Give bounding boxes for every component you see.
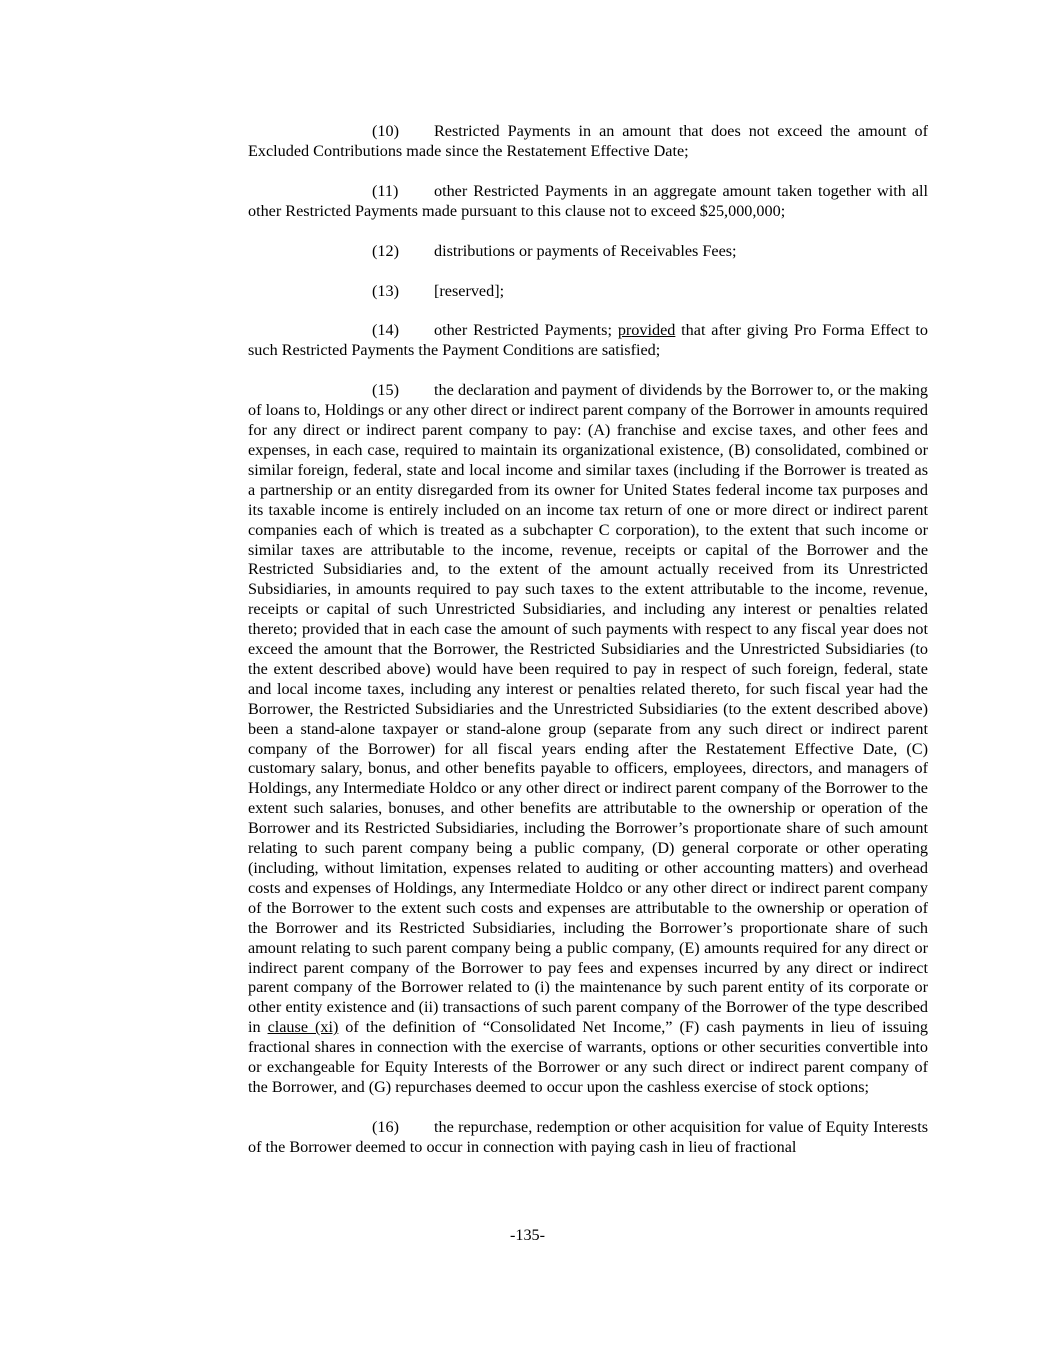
paragraph-10	[248, 122, 928, 162]
clause-text-post: of the definition of “Consolidated Net Income,” (F) cash payments in lieu of issuing fractional shares in connection with the exercise of warrants, options or other securities convertible into or exchangeable for Equity Interests of the Borrower or any such direct or indirect parent company of the Borrower, and (G) repurchases deemed to occur upon the cashless exercise of stock options;	[248, 1018, 929, 1096]
page-number: -135-	[509, 1226, 546, 1244]
clause-number: (13)	[372, 281, 399, 300]
clause-text-pre: other Restricted Payments;	[434, 321, 618, 340]
clause-number: (12)	[372, 241, 399, 260]
clause-number: (10)	[372, 122, 399, 140]
paragraph-15	[248, 381, 928, 1098]
clause-text: the repurchase, redemption or other acquisition for value of Equity Interests of the Borrower deemed to occur in connection with paying cash in lieu of fractional	[248, 1117, 928, 1156]
paragraph-12	[248, 242, 928, 262]
paragraph-13	[248, 282, 928, 302]
paragraph-11	[248, 182, 928, 222]
cross-reference-link: clause (xi)	[267, 1018, 339, 1037]
clause-number: (16)	[372, 1117, 399, 1136]
clause-text-pre: the declaration and payment of dividends by the Borrower to, or the making of loans to, Holdings or any other direct or indirect parent company of the Borrower in amounts required for any direct or indirect parent company to pay: (A) franchise and excise taxes, and other fees and expenses, in each case, required to maintain its organizational existence, (B) consolidated, combined or similar foreign, federal, state and local income and similar taxes (including if the Borrower is treated as a partnership or an entity disregarded from its owner for United States federal income tax purposes and its taxable income is entirely included on an income tax return of one or more direct or indirect parent companies each of which is treated as a subchapter C corporation), to the extent that such income or similar taxes are attributable to the income, revenue, receipts or capital of the Borrower and the Restricted Subsidiaries and, to the extent of the amount actually received from its Unrestricted Subsidiaries, in amounts required to pay such taxes to the extent attributable to the income, revenue, receipts or capital of such Unrestricted Subsidiaries, and including any interest or penalties related thereto; provided that in each case the amount of such payments with respect to any fiscal year does not exceed the amount that the Borrower, the Restricted Subsidiaries and the Unrestricted Subsidiaries (to the extent described above) would have been required to pay in respect of such foreign, federal, state and local income taxes, including any interest or penalties related thereto, for such fiscal year had the Borrower, the Restricted Subsidiaries and the Unrestricted Subsidiaries (to the extent described above) been a stand-alone taxpayer or stand-alone group (separate from any such direct or indirect parent company of the Borrower) for all fiscal years ending after the Restatement Effective Date, (C) customary salary, bonus, and other benefits payable to officers, employees, directors, and managers of Holdings, any Intermediate Holdco or any other direct or indirect parent company of the Borrower to the extent such salaries, bonuses, and other benefits are attributable to the ownership or operation of the Borrower and its Restricted Subsidiaries, including the Borrower’s proportionate share of such amount relating to such parent company being a public company, (D) general corporate or other operating (including, without limitation, expenses related to auditing or other accounting matters) and overhead costs and expenses of Holdings, any Intermediate Holdco or any other direct or indirect parent company of the Borrower to the extent such costs and expenses are attributable to the ownership or operation of the Borrower and its Restricted Subsidiaries, including the Borrower’s proportionate share of such amount relating to such parent company being a public company, (E) amounts required for any direct or indirect parent company of the Borrower to pay fees and expenses incurred by any direct or indirect parent company of the Borrower related to (i) the maintenance by such parent entity of its corporate or other entity existence and (ii) transactions of such parent company of the Borrower of the type described in	[248, 381, 928, 1037]
clause-text: Restricted Payments in an amount that does not exceed the amount of Excluded Contributions made since the Restatement Effective Date;	[248, 122, 928, 160]
clause-text: distributions or payments of Receivables Fees;	[434, 241, 737, 260]
document-body	[248, 122, 928, 1158]
clause-number: (15)	[372, 381, 399, 400]
clause-number: (11)	[372, 181, 399, 200]
clause-number: (14)	[372, 321, 399, 340]
clause-text-post: that after giving Pro Forma Effect to such Restricted Payments the Payment Conditions are satisfied;	[248, 321, 928, 360]
paragraph-14	[248, 321, 928, 361]
clause-text: other Restricted Payments in an aggregate amount taken together with all other Restricted Payments made pursuant to this clause not to exceed $25,000,000;	[248, 181, 928, 220]
underlined-term: provided	[617, 321, 676, 340]
paragraph-16	[248, 1118, 928, 1158]
clause-text: [reserved];	[434, 281, 505, 300]
